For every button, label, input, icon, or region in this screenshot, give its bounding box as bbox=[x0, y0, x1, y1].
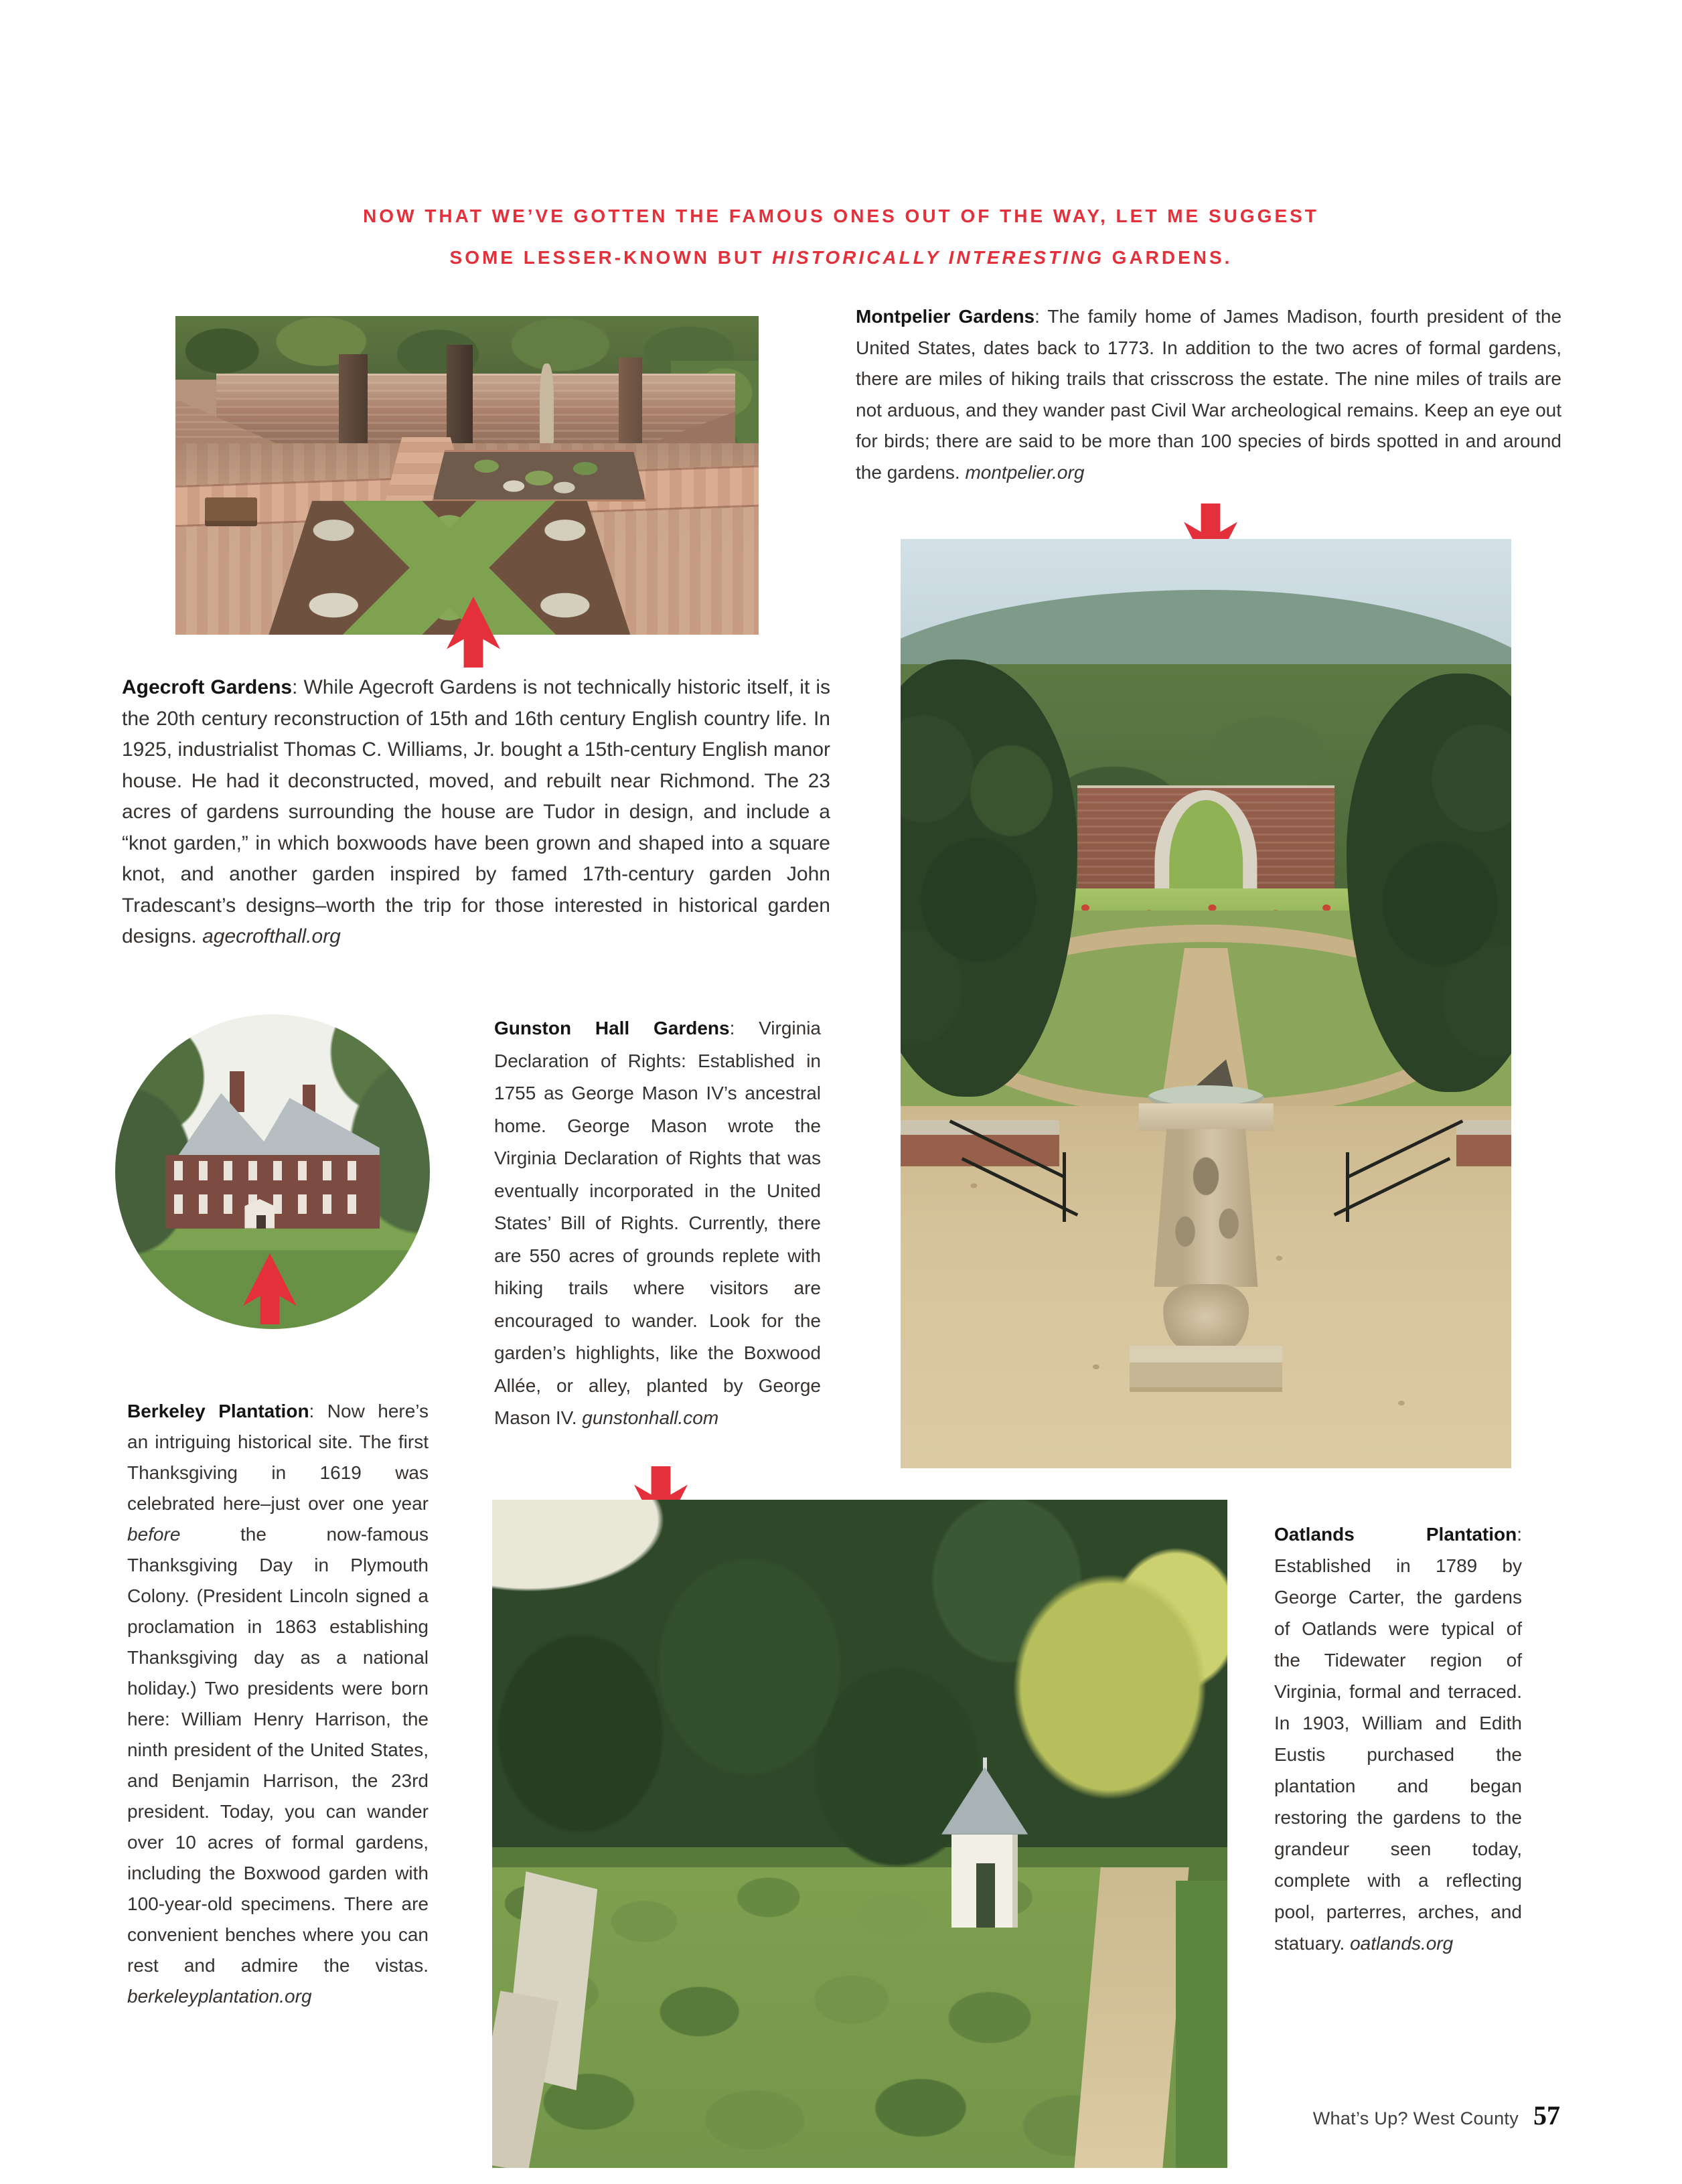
article-gunston bbox=[494, 1012, 821, 1435]
roof bbox=[165, 1093, 380, 1156]
garden-bench bbox=[205, 497, 257, 526]
mansion-facade bbox=[165, 1155, 380, 1228]
window-row bbox=[174, 1161, 371, 1180]
low-brick-wall bbox=[1456, 1120, 1511, 1166]
page-footer bbox=[1313, 2100, 1560, 2131]
article-title: Montpelier Gardens bbox=[856, 306, 1035, 327]
article-title: Oatlands Plantation bbox=[1274, 1524, 1517, 1545]
article-berkeley bbox=[127, 1396, 429, 2012]
article-body: : The family home of James Madison, fourth president of the United States, dates back to 1773. In addition to the two acres of formal gardens, there are miles of hiking trails that crisscross the estate. The nine miles of trails are not arduous, and they wander past Civil War archeological remains. Keep an eye out for birds; there are said to be more than 100 species of birds spotted in and around the gardens. montpelier.org bbox=[856, 306, 1562, 483]
article-body: : Virginia Declaration of Rights: Established in 1755 as George Mason IV’s ancestral home. George Mason wrote the Virginia Declaration of Rights that was eventually incorporated in the United States’ Bill of Rights. Currently, there are 550 acres of grounds replete with hiking trails where visitors are encouraged to wander. Look for the garden’s highlights, like the Boxwood Allée, or alley, planted by George Mason IV. gunstonhall.com bbox=[494, 1018, 821, 1428]
gazebo-doorway bbox=[976, 1863, 995, 1928]
handrail-post bbox=[1063, 1152, 1066, 1222]
article-body: : While Agecroft Gardens is not technically historic itself, it is the 20th century reconstruction of 15th and 16th century English country life. In 1925, industrialist Thomas C. Williams, Jr. bought a 15th-century English manor house. He had it deconstructed, moved, and rebuilt near Richmond. The 23 acres of gardens surrounding the house are Tudor in design, and include a “knot garden,” in which boxwoods have been grown and shaped into a square knot, and another garden inspired by famed 17th-century garden John Tradescant’s designs–worth the trip for those interested in historical garden designs. agecrofthall.org bbox=[122, 676, 831, 947]
arched-gateway bbox=[1154, 790, 1257, 904]
section-kicker: NOW THAT WE’VE GOTTEN THE FAMOUS ONES OUT OF THE WAY, LET ME SUGGEST SOME LESSER-KNOWN BUT HISTORICALLY INTERESTING GARDENS. bbox=[363, 206, 1319, 268]
low-brick-wall bbox=[901, 1120, 1059, 1166]
gazebo-roof bbox=[941, 1767, 1028, 1835]
sundial-plinth bbox=[1130, 1346, 1282, 1387]
agecroft-photo bbox=[175, 316, 759, 635]
sundial-pedestal bbox=[1154, 1129, 1257, 1287]
front-door bbox=[256, 1215, 266, 1229]
article-title: Berkeley Plantation bbox=[127, 1401, 309, 1421]
article-title: Agecroft Gardens bbox=[122, 676, 293, 698]
article-montpelier bbox=[856, 301, 1561, 488]
grass-strip bbox=[1176, 1881, 1227, 2168]
article-body: : Established in 1789 by George Carter, the gardens of Oatlands were typical of the Tidewater region of Virginia, formal and terraced. In 1903, William and Edith Eustis purchased the plantation and began restoring the gardens to the grandeur seen today, complete with a reflecting pool, parterres, arches, and statuary. oatlands.org bbox=[1274, 1524, 1522, 1954]
publication-name: What’s Up? West County bbox=[1312, 2108, 1519, 2128]
knot-garden-bed bbox=[432, 450, 646, 501]
handrail-post bbox=[1346, 1152, 1349, 1222]
sundial-base-urn bbox=[1163, 1284, 1249, 1349]
garden-statue bbox=[540, 364, 554, 447]
knot-garden-bed bbox=[269, 501, 630, 635]
brick-wall bbox=[216, 374, 735, 444]
article-body: : Now here’s an intriguing historical site. The first Thanksgiving in 1619 was celebrated here–just over one year before the now-famous Thanksgiving Day in Plymouth Colony. (President Lincoln signed a proclamation in 1863 establishing Thanksgiving day as a national holiday.) Two presidents were born here: William Henry Harrison, the ninth president of the United States, and Benjamin Harrison, the 23rd president. Today, you can wander over 10 acres of formal gardens, including the Boxwood garden with 100-year-old specimens. There are convenient benches where you can rest and admire the vistas. berkeleyplantation.org bbox=[127, 1401, 429, 2007]
sundial-cap bbox=[1139, 1103, 1274, 1132]
montpelier-photo bbox=[901, 539, 1511, 1468]
oatlands-photo bbox=[492, 1500, 1227, 2168]
page-number: 57 bbox=[1533, 2100, 1560, 2130]
article-agecroft bbox=[122, 672, 830, 953]
gazebo bbox=[933, 1767, 1037, 1928]
article-oatlands bbox=[1274, 1518, 1522, 1959]
article-title: Gunston Hall Gardens bbox=[494, 1018, 730, 1038]
brick-mansion bbox=[165, 1093, 380, 1229]
